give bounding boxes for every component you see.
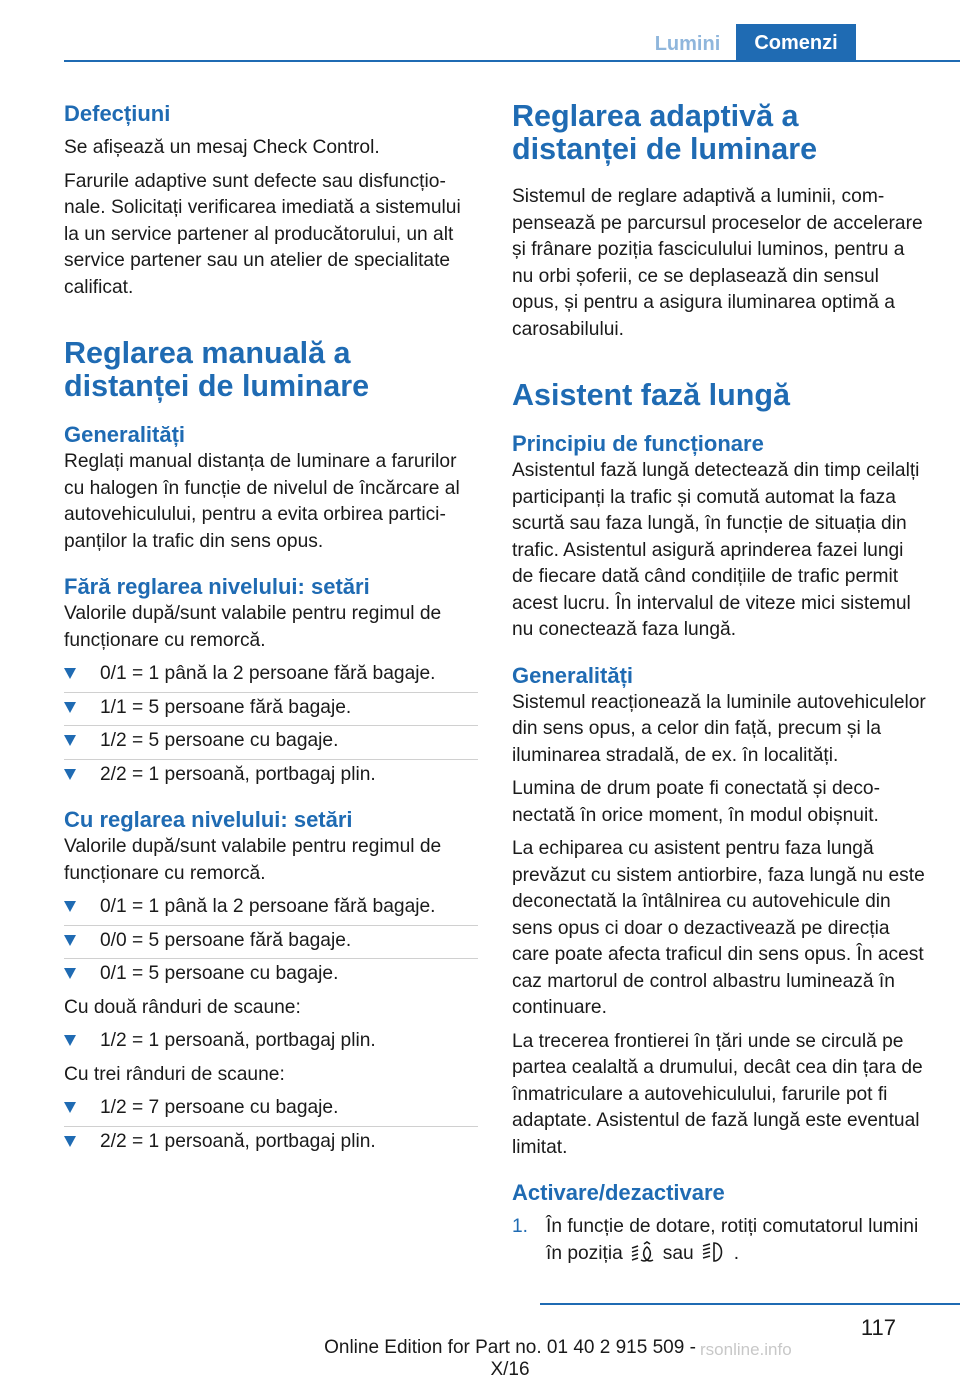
tab-comenzi[interactable]: Comenzi xyxy=(736,24,856,62)
level-text: Valorile după/sunt valabile pentru regimul de funcționare cu remorcă. xyxy=(64,836,442,884)
header-spacer xyxy=(856,24,960,62)
triangle-bullet-icon xyxy=(64,668,76,679)
triangle-bullet-icon xyxy=(64,935,76,946)
auto-light-icon xyxy=(631,1241,655,1263)
three-rows-text: Cu trei rânduri de scaune: xyxy=(64,1063,285,1085)
triangle-bullet-icon xyxy=(64,1035,76,1046)
edition-note: Online Edition for Part no. 01 40 2 915 509 - X/16 xyxy=(324,1337,696,1380)
activate-steps xyxy=(512,1214,926,1267)
footer-rule xyxy=(540,1303,960,1305)
watermark: rsonline.info xyxy=(700,1340,792,1359)
list-item: 1/2 = 5 persoane cu bagaje. xyxy=(64,728,478,755)
defects-heading: Defecțiuni xyxy=(64,101,171,126)
list-item: 1/1 = 5 persoane fără bagaje. xyxy=(64,695,478,722)
principle-heading: Principiu de funcționare xyxy=(512,431,764,456)
no-level-text: Valorile după/sunt valabile pentru regimul de funcționare cu remorcă. xyxy=(64,603,442,651)
triangle-bullet-icon xyxy=(64,901,76,912)
triangle-bullet-icon xyxy=(64,1102,76,1113)
no-level-heading: Fără reglarea nivelului: setări xyxy=(64,574,370,599)
list-item: 0/0 = 5 persoane fără bagaje. xyxy=(64,928,478,955)
page-number: 117 xyxy=(860,1315,896,1340)
general-text-2: Lumina de drum poate fi conectată și deconectată în orice moment, în modul obișnuit. xyxy=(512,778,880,826)
step-number: 1. xyxy=(512,1216,529,1237)
list-item: 2/2 = 1 persoană, portbagaj plin. xyxy=(64,762,478,789)
header-rule xyxy=(64,60,960,62)
activate-heading: Activare/dezactivare xyxy=(512,1180,725,1205)
list-item: 1/2 = 7 persoane cu bagaje. xyxy=(64,1095,478,1122)
list-item: 1/2 = 1 persoană, portbagaj plin. xyxy=(64,1028,478,1055)
triangle-bullet-icon xyxy=(64,1136,76,1147)
two-rows-list xyxy=(64,1028,478,1055)
tab-lumini[interactable]: Lumini xyxy=(654,32,721,55)
three-rows-list xyxy=(64,1095,478,1155)
low-beam-icon xyxy=(702,1241,726,1263)
list-item: 1. În funcție de dotare, rotiți comutatorul lumini în poziția sau . xyxy=(512,1216,919,1264)
general-text-3: La echiparea cu asistent pentru faza lungă prevăzut cu sistem antiorbire, faza lungă nu este deconectată la întâlnirea cu autovehicule din sens opus ci doar o dezactivează pe direcția care poate afecta traficul din sens opus. În acest caz martorul de control albastru luminează în continuare. xyxy=(512,838,925,1018)
general-text-1: Sistemul reacționează la luminile autovehiculelor din sens opus, a celor din față, precum și la iluminarea stradală, de ex. în localități. xyxy=(512,691,926,766)
list-item: 0/1 = 1 până la 2 persoane fără bagaje. xyxy=(64,661,478,688)
triangle-bullet-icon xyxy=(64,702,76,713)
general-text-4: La trecerea frontierei în țări unde se circulă pe partea cealaltă a drumului, decât cea din țara de înmatriculare a autovehiculului, farurile pot fi adaptate. Asistentul de fază lungă este eventual limitat. xyxy=(512,1030,923,1158)
level-heading: Cu reglarea nivelului: setări xyxy=(64,807,353,832)
triangle-bullet-icon xyxy=(64,968,76,979)
no-level-list xyxy=(64,661,478,788)
list-item: 0/1 = 1 până la 2 persoane fără bagaje. xyxy=(64,894,478,921)
general-heading-right: Generalități xyxy=(512,662,634,688)
defects-text-1: Se afișează un mesaj Check Control. xyxy=(64,137,380,158)
adaptive-text: Sistemul de reglare adaptivă a luminii, compensează pe parcursul proceselor de accelerare și frânare poziția fasciculului luminos, pentru a nu orbi șoferii, ce se deplasează din sensul opus, și pentru a asigura iluminarea optimă a carosabilului. xyxy=(512,186,923,340)
manual-range-heading: Reglarea manuală a distanței de luminare xyxy=(64,336,370,403)
general-heading: Generalități xyxy=(64,422,186,447)
left-column xyxy=(64,100,478,1155)
level-list xyxy=(64,894,478,988)
general-text: Reglați manual distanța de luminare a farurilor cu halogen în funcție de nivelul de încărcare al autovehiculului, pentru a evita orbirea participanților la trafic din sens opus. xyxy=(64,451,460,552)
list-item: 2/2 = 1 persoană, portbagaj plin. xyxy=(64,1129,478,1156)
list-item: 0/1 = 5 persoane cu bagaje. xyxy=(64,961,478,988)
adaptive-range-heading: Reglarea adaptivă a distanței de luminare xyxy=(512,99,818,166)
page-header xyxy=(0,0,960,62)
triangle-bullet-icon xyxy=(64,735,76,746)
defects-text-2: Farurile adaptive sunt defecte sau disfuncționale. Solicitați verificarea imediată a sistemului la un service partener al producătorului, un alt service partener sau un atelier de specialitate calificat. xyxy=(64,170,461,298)
two-rows-text: Cu două rânduri de scaune: xyxy=(64,996,301,1018)
high-beam-assist-heading: Asistent fază lungă xyxy=(512,378,790,412)
principle-text: Asistentul fază lungă detectează din timp ceilalți participanți la trafic și comută automat la faza scurtă sau faza lungă, în funcție de situația din trafic. Asistentul asigură aprinderea fazei lungi de fiecare dată când condițiile de trafic permit acest lucru. În intervalul de viteze mici sistemul nu conectează faza lungă. xyxy=(512,460,920,640)
triangle-bullet-icon xyxy=(64,769,76,780)
right-column xyxy=(512,100,926,1267)
